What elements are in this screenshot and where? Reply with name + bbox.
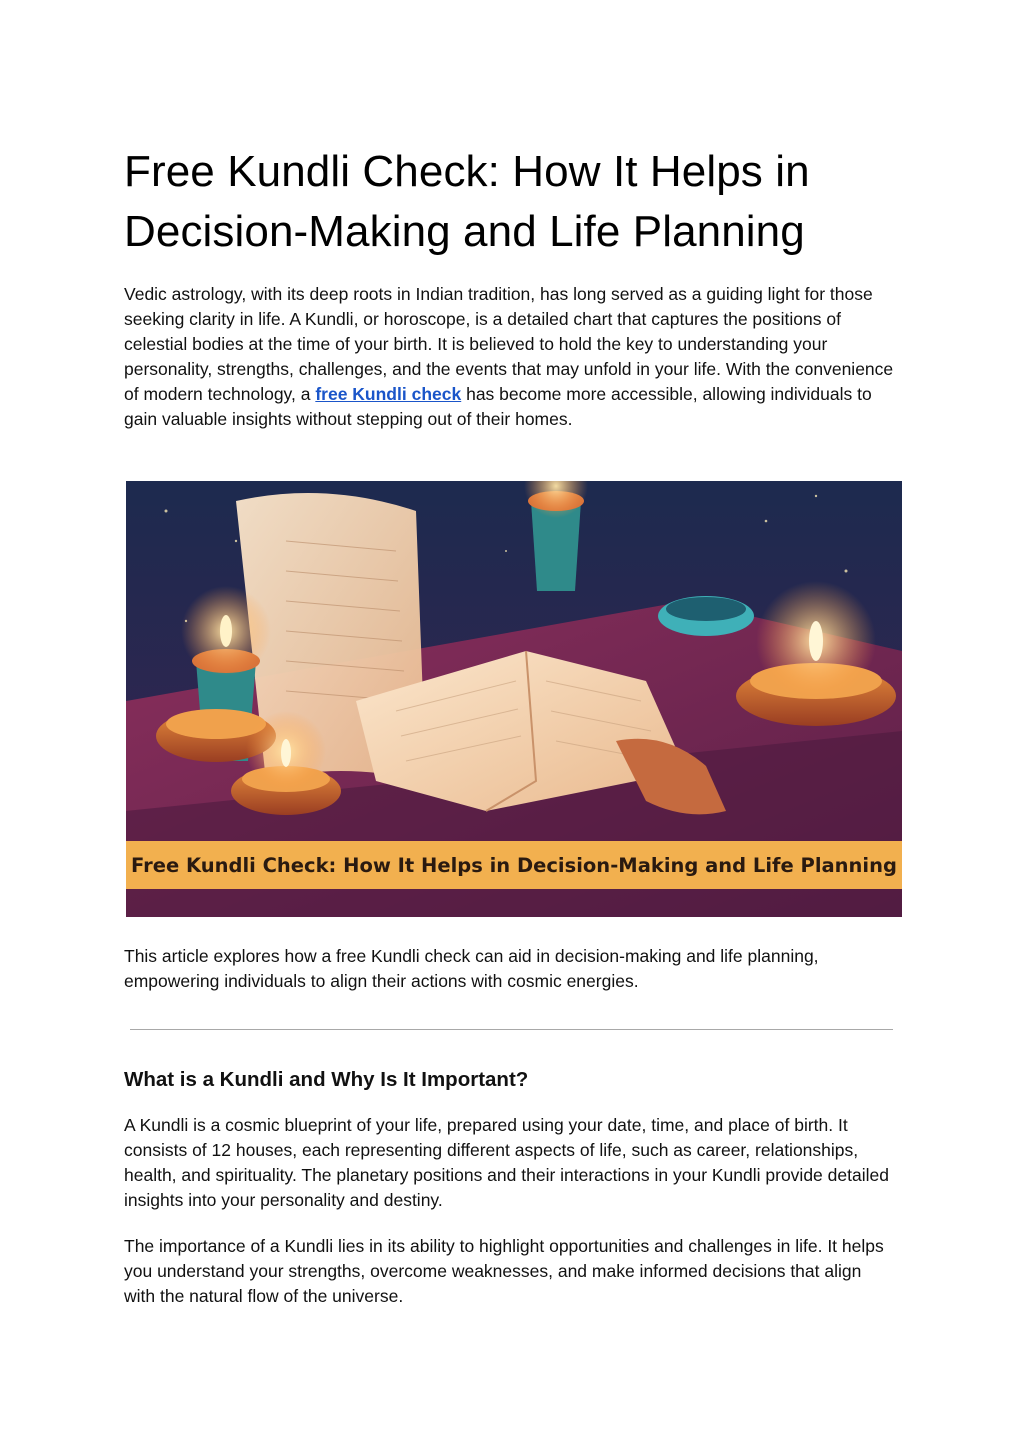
free-kundli-check-link[interactable]: free Kundli check xyxy=(315,384,462,404)
title-line-2: Decision-Making and Life Planning xyxy=(124,207,805,256)
page-title xyxy=(124,142,900,262)
intro-text-start: Vedic astrology, with its deep roots in Indian tradition, has long served as a guiding light for those seeking clarity in life. A Kundli, or horoscope, is a detailed chart that captures the positions of celestial bodies at the time of your birth. It is believed to hold the key to understanding your personality, strengths, challenges, and the events that may unfold in your life. With the convenience of modern technology, a xyxy=(124,284,894,404)
hero-banner: Free Kundli Check: How It Helps in Decision-Making and Life Planning xyxy=(126,841,902,889)
intro-paragraph xyxy=(124,282,896,432)
section-paragraph-2: The importance of a Kundli lies in its ability to highlight opportunities and challenges in life. It helps you understand your strengths, overcome weaknesses, and make informed decisions that align with the natural flow of the universe. xyxy=(124,1236,884,1306)
summary-paragraph: This article explores how a free Kundli check can aid in decision-making and life planning, empowering individuals to align their actions with cosmic energies. xyxy=(124,946,819,991)
intro-text-end: has become more accessible, allowing individuals to gain valuable insights without stepping out of their homes. xyxy=(124,384,872,429)
hero-illustration xyxy=(126,481,902,917)
title-line-1: Free Kundli Check: How It Helps in xyxy=(124,147,810,196)
section-paragraph-1: A Kundli is a cosmic blueprint of your life, prepared using your date, time, and place of birth. It consists of 12 houses, each representing different aspects of life, such as career, relationships, health, and spirituality. The planetary positions and their interactions in your Kundli provide detailed insights into your personality and destiny. xyxy=(124,1115,889,1210)
section-heading: What is a Kundli and Why Is It Important? xyxy=(124,1068,529,1091)
section-divider xyxy=(130,1029,893,1030)
